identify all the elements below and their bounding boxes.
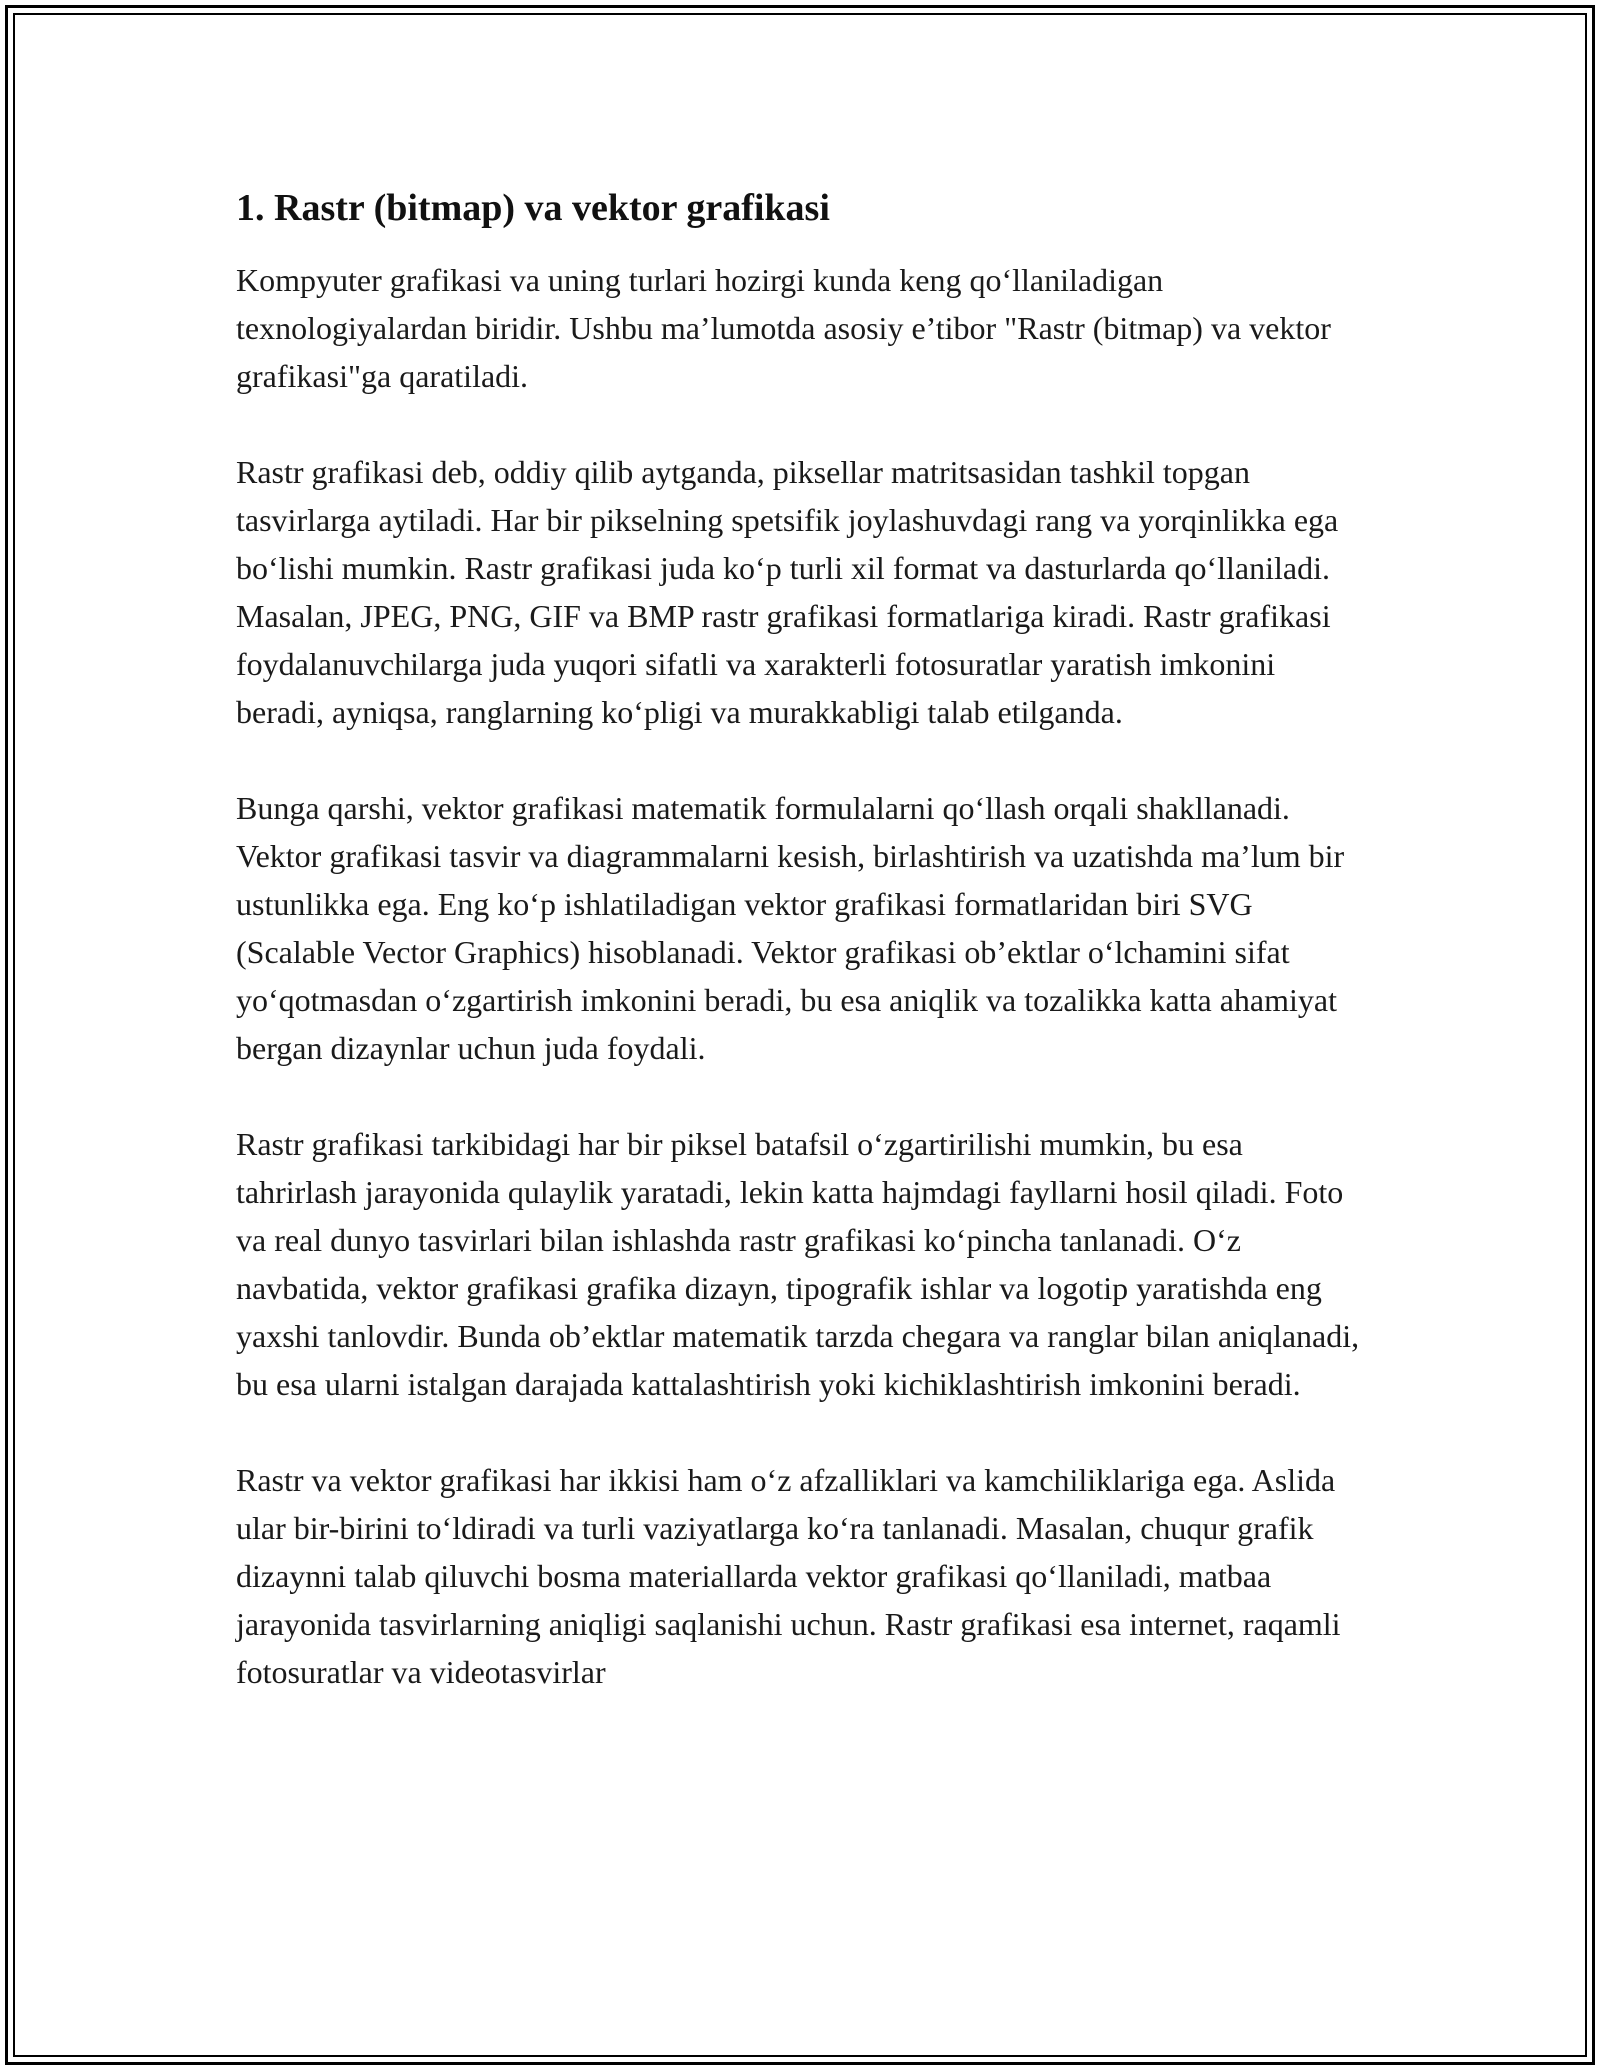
paragraph-conclusion: Rastr va vektor grafikasi har ikkisi ham o‘z afzalliklari va kamchiliklariga ega. Aslida ular bir-birini to‘ldiradi va turli vaziyatlarga ko‘ra tanlanadi. Masalan, chuqur grafik dizaynni talab qiluvchi bosma materiallarda vektor grafikasi qo‘llaniladi, matbaa jarayonida tasvirlarning aniqligi saqlanishi uchun. Rastr grafikasi esa internet, raqamli fotosuratlar va videotasvirlar bbox=[236, 1462, 1341, 1690]
section-heading: 1. Rastr (bitmap) va vektor grafikasi bbox=[236, 187, 830, 229]
paragraph-intro: Kompyuter grafikasi va uning turlari hozirgi kunda keng qo‘llaniladigan texnologiyalardan biridir. Ushbu ma’lumotda asosiy e’tibor "Rastr (bitmap) va vektor grafikasi"ga qaratiladi. bbox=[236, 262, 1331, 394]
document-body bbox=[236, 184, 1366, 1696]
paragraph-raster: Rastr grafikasi deb, oddiy qilib aytganda, piksellar matritsasidan tashkil topgan tasvirlarga aytiladi. Har bir pikselning spetsifik joylashuvdagi rang va yorqinlikka ega bo‘lishi mumkin. Rastr grafikasi juda ko‘p turli xil format va dasturlarda qo‘llaniladi. Masalan, JPEG, PNG, GIF va BMP rastr grafikasi formatlariga kiradi. Rastr grafikasi foydalanuvchilarga juda yuqori sifatli va xarakterli fotosuratlar yaratish imkonini beradi, ayniqsa, ranglarning ko‘pligi va murakkabligi talab etilganda. bbox=[236, 454, 1339, 730]
paragraph-vector: Bunga qarshi, vektor grafikasi matematik formulalarni qo‘llash orqali shakllanadi. Vektor grafikasi tasvir va diagrammalarni kesish, birlashtirish va uzatishda ma’lum bir ustunlikka ega. Eng ko‘p ishlatiladigan vektor grafikasi formatlaridan biri SVG (Scalable Vector Graphics) hisoblanadi. Vektor grafikasi ob’ektlar o‘lchamini sifat yo‘qotmasdan o‘zgartirish imkonini beradi, bu esa aniqlik va tozalikka katta ahamiyat bergan dizaynlar uchun juda foydali. bbox=[236, 790, 1345, 1066]
paragraph-comparison: Rastr grafikasi tarkibidagi har bir piksel batafsil o‘zgartirilishi mumkin, bu esa tahrirlash jarayonida qulaylik yaratadi, lekin katta hajmdagi fayllarni hosil qiladi. Foto va real dunyo tasvirlari bilan ishlashda rastr grafikasi ko‘pincha tanlanadi. O‘z navbatida, vektor grafikasi grafika dizayn, tipografik ishlar va logotip yaratishda eng yaxshi tanlovdir. Bunda ob’ektlar matematik tarzda chegara va ranglar bilan aniqlanadi, bu esa ularni istalgan darajada kattalashtirish yoki kichiklashtirish imkonini beradi. bbox=[236, 1126, 1360, 1402]
